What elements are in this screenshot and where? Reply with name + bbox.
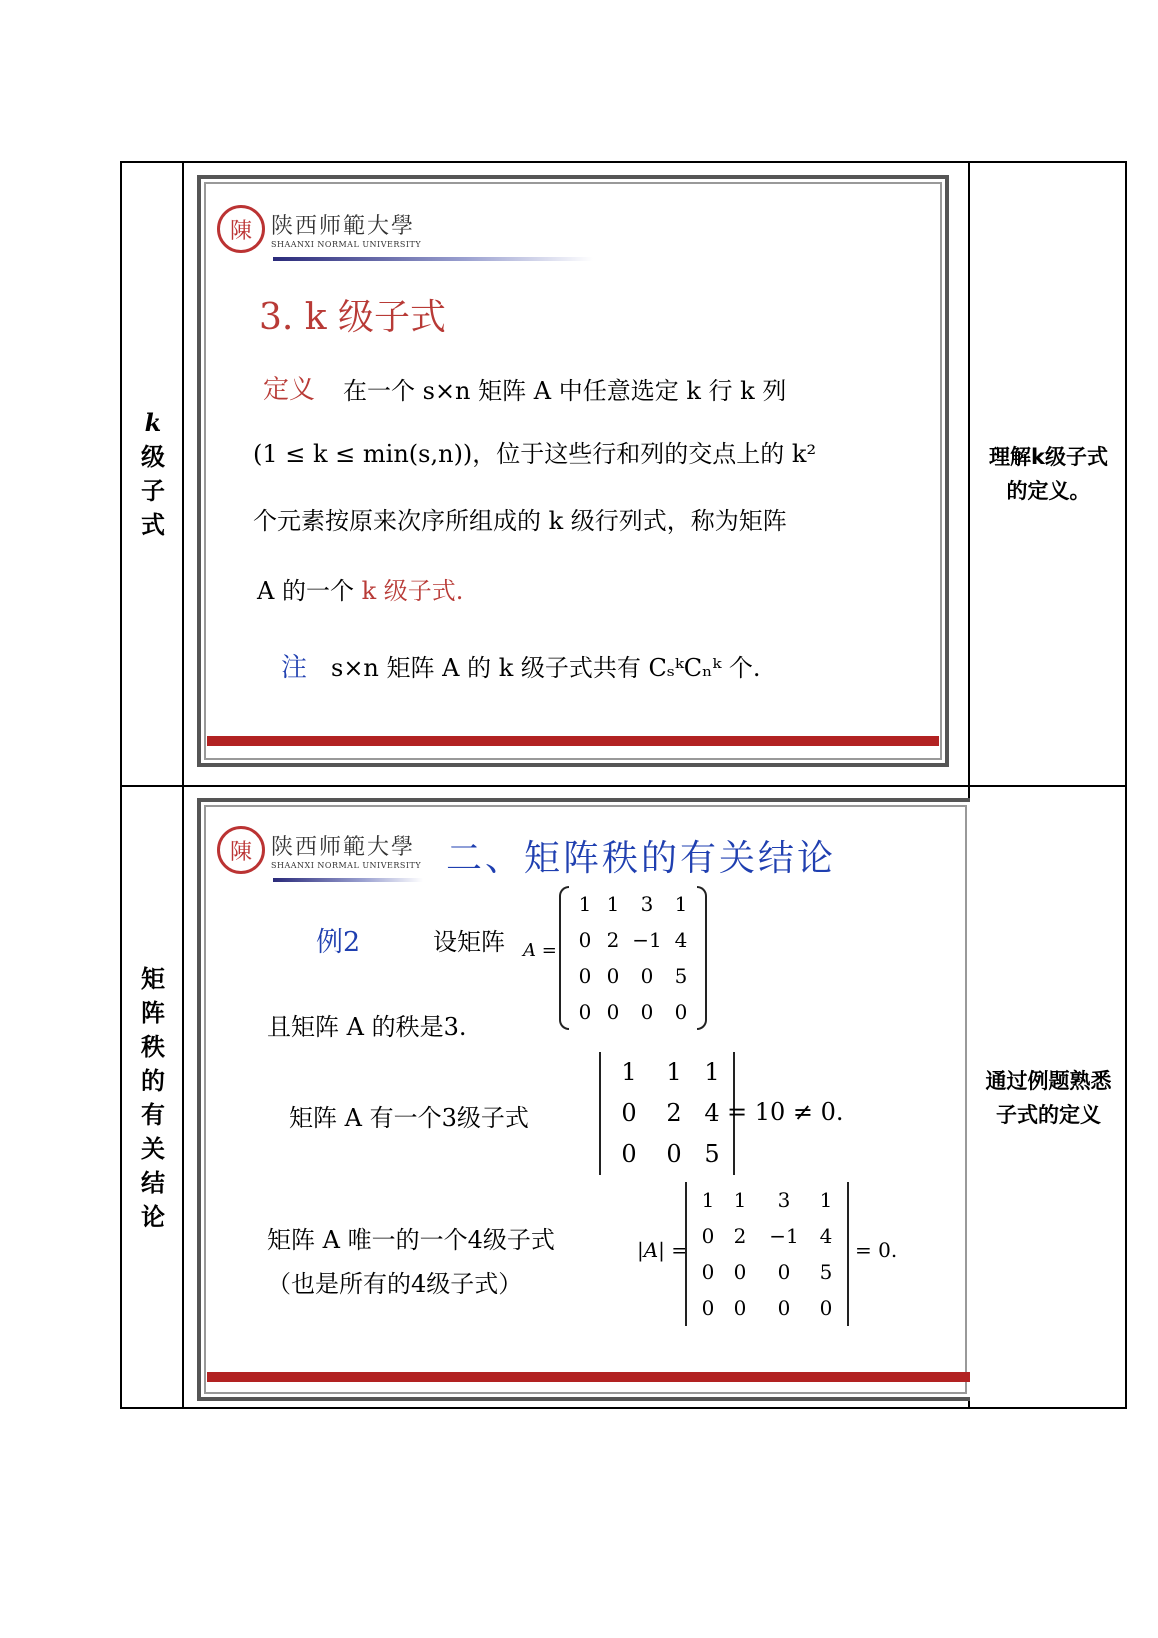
label-char: 矩 [141,965,165,993]
row-label-rank-conclusions [122,787,184,1409]
label-char: 论 [141,1203,165,1231]
label-char: 结 [141,1169,165,1197]
slide-heading: 3. k 级子式 [259,297,447,338]
row-note: 理解k级子式的定义。 [989,445,1108,503]
matrix-A: 1 1 3 1 0 2 −1 4 0 0 0 5 0 0 0 0 [571,886,695,1030]
definition-line: A 的一个 k 级子式. [257,577,464,605]
logo-english-name: SHAANXI NORMAL UNIVERSITY [271,240,422,249]
definition-line: (1 ≤ k ≤ min(s,n))，位于这些行和列的交点上的 k² [253,440,817,468]
label-char: 关 [141,1135,165,1163]
definition-line: 个元素按原来次序所组成的 k 级行列式，称为矩阵 [253,507,787,535]
label-char: 级 [141,443,165,471]
seal-icon: 陳 [217,205,265,253]
minor3-text: 矩阵 A 有一个3级子式 [289,1104,529,1132]
label-char: k [144,408,162,437]
row-label-k-minor [122,163,184,785]
row-note: 通过例题熟悉子式的定义 [985,1069,1112,1127]
label-char: 的 [141,1067,165,1095]
content-table [120,161,1127,1409]
university-logo [217,205,421,253]
label-char: 有 [141,1101,165,1129]
minor4-determinant: 1 1 3 1 0 2 −1 4 0 0 0 5 0 0 0 0 [693,1182,841,1326]
logo-chinese-name: 陕西师範大學 [271,835,416,860]
logo-english-name: SHAANXI NORMAL UNIVERSITY [271,861,422,870]
slide-rank-conclusions [197,798,970,1401]
logo-underline [273,878,423,882]
note-label: 注 [281,653,308,683]
minor4-text: 矩阵 A 唯一的一个4级子式 [267,1226,555,1254]
definition-line: 在一个 s×n 矩阵 A 中任意选定 k 行 k 列 [343,377,787,405]
seal-icon: 陳 [217,826,265,874]
note-text: s×n 矩阵 A 的 k 级子式共有 CₛᵏCₙᵏ 个. [331,654,761,682]
university-logo [217,826,421,874]
minor3-result: = 10 ≠ 0. [727,1098,844,1126]
minor3-determinant: 1 1 1 0 2 4 0 0 5 [607,1052,727,1175]
set-matrix-text: 设矩阵 [433,928,505,956]
slide-heading: 二、矩阵秩的有关结论 [446,838,837,879]
minor4-result: = 0. [855,1238,898,1262]
definition-label: 定义 [263,375,316,405]
determinant-name: |A| = [637,1238,689,1262]
rank-text: 且矩阵 A 的秩是3. [267,1013,467,1041]
slide-k-minor [197,175,949,767]
slide-footer-bar [207,736,939,746]
logo-underline [273,257,593,261]
slide-footer-bar [207,1372,970,1382]
logo-chinese-name: 陕西师範大學 [271,214,416,239]
label-char: 阵 [141,999,165,1027]
example-label: 例2 [316,927,361,958]
label-char: 式 [141,511,165,539]
label-char: 子 [141,477,165,505]
matrix-name: A = [523,940,557,961]
minor4-subtext: （也是所有的4级子式） [267,1270,523,1298]
label-char: 秩 [141,1033,165,1061]
